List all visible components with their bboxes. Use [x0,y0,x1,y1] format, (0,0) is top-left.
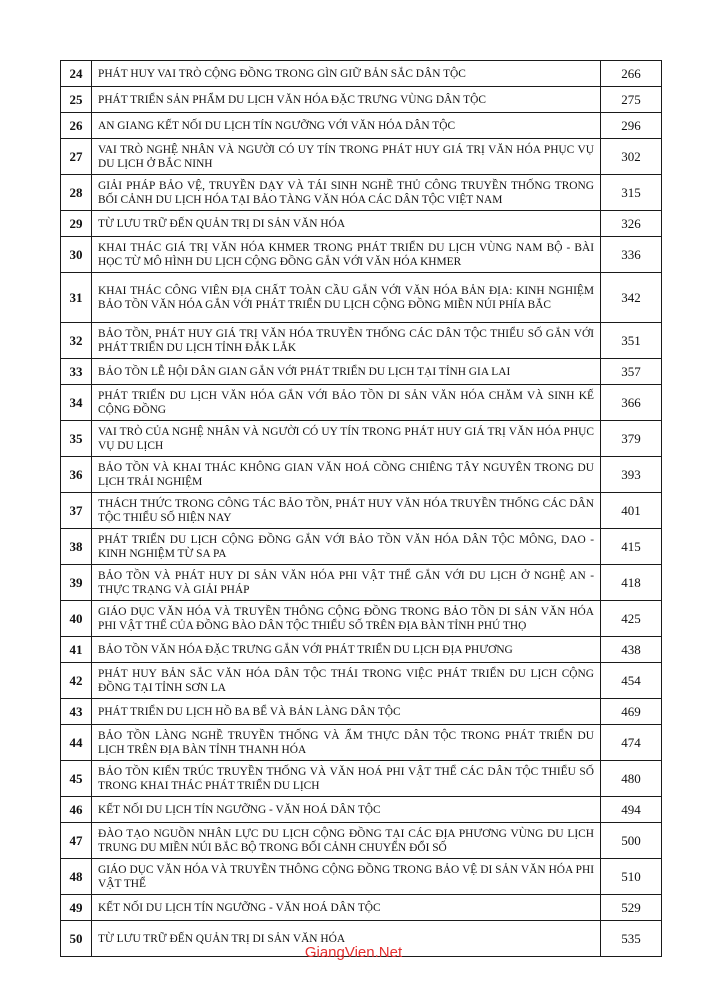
toc-row-page: 342 [601,273,662,323]
toc-row-page: 393 [601,457,662,493]
toc-row-number: 34 [61,385,92,421]
toc-row-number: 48 [61,859,92,895]
toc-row-title: TỪ LƯU TRỮ ĐẾN QUẢN TRỊ DI SẢN VĂN HÓA [92,921,601,957]
toc-row-number: 28 [61,175,92,211]
toc-row-title: BẢO TỒN LỄ HỘI DÂN GIAN GẮN VỚI PHÁT TRIỂN DU LỊCH TẠI TỈNH GIA LAI [92,359,601,385]
toc-row [61,175,662,211]
toc-row [61,457,662,493]
toc-row-title: PHÁT HUY BẢN SẮC VĂN HÓA DÂN TỘC THÁI TRONG VIỆC PHÁT TRIỂN DU LỊCH CỘNG ĐỒNG TẠI TỈNH SƠN LA [92,663,601,699]
toc-row-title: BẢO TỒN VÀ KHAI THÁC KHÔNG GIAN VĂN HOÁ CỒNG CHIÊNG TÂY NGUYÊN TRONG DU LỊCH TRẢI NGHIỆM [92,457,601,493]
toc-row-title: KẾT NỐI DU LỊCH TÍN NGƯỠNG - VĂN HOÁ DÂN TỘC [92,797,601,823]
toc-row [61,359,662,385]
toc-row [61,493,662,529]
toc-row-number: 38 [61,529,92,565]
toc-row-number: 45 [61,761,92,797]
toc-row-page: 469 [601,699,662,725]
toc-row-title: TỪ LƯU TRỮ ĐẾN QUẢN TRỊ DI SẢN VĂN HÓA [92,211,601,237]
toc-row-title: GIẢI PHÁP BẢO VỆ, TRUYỀN DẠY VÀ TÁI SINH NGHỀ THỦ CÔNG TRUYỀN THỐNG TRONG BỐI CẢNH DU LỊCH HÓA TẠI BẢO TÀNG VĂN HÓA CÁC DÂN TỘC VIỆT NAM [92,175,601,211]
toc-row-page: 357 [601,359,662,385]
toc-row-number: 47 [61,823,92,859]
toc-row-title: PHÁT TRIỂN DU LỊCH HỒ BA BỂ VÀ BẢN LÀNG DÂN TỘC [92,699,601,725]
toc-row-page: 454 [601,663,662,699]
watermark-text: GiangVien.Net [304,944,403,961]
toc-row-title: PHÁT TRIỂN DU LỊCH CỘNG ĐỒNG GẮN VỚI BẢO TỒN VĂN HÓA DÂN TỘC MÔNG, DAO - KINH NGHIỆM TỪ SA PA [92,529,601,565]
toc-row [61,725,662,761]
toc-row-page: 401 [601,493,662,529]
toc-row [61,823,662,859]
toc-row-title: KHAI THÁC CÔNG VIÊN ĐỊA CHẤT TOÀN CẦU GẮN VỚI VĂN HÓA BẢN ĐỊA: KINH NGHIỆM BẢO TỒN VĂN HÓA GẮN VỚI PHÁT TRIỂN DU LỊCH CỘNG ĐỒNG MIỀN NÚI PHÍA BẮC [92,273,601,323]
toc-row [61,61,662,87]
toc-row-title: PHÁT HUY VAI TRÒ CỘNG ĐỒNG TRONG GÌN GIỮ BẢN SẮC DÂN TỘC [92,61,601,87]
toc-row-page: 510 [601,859,662,895]
toc-table [60,60,662,957]
toc-row-title: VAI TRÒ NGHỆ NHÂN VÀ NGƯỜI CÓ UY TÍN TRONG PHÁT HUY GIÁ TRỊ VĂN HÓA PHỤC VỤ DU LỊCH Ở BẮC NINH [92,139,601,175]
toc-row [61,637,662,663]
toc-row-number: 36 [61,457,92,493]
toc-row-page: 494 [601,797,662,823]
toc-row-page: 366 [601,385,662,421]
toc-row-title: GIÁO DỤC VĂN HÓA VÀ TRUYỀN THÔNG CỘNG ĐỒNG TRONG BẢO VỆ DI SẢN VĂN HÓA PHI VẬT THỂ [92,859,601,895]
toc-row [61,87,662,113]
toc-row-number: 25 [61,87,92,113]
toc-row-page: 415 [601,529,662,565]
toc-row-number: 44 [61,725,92,761]
toc-row [61,565,662,601]
toc-row-number: 50 [61,921,92,957]
toc-row-number: 42 [61,663,92,699]
toc-row-number: 32 [61,323,92,359]
toc-row [61,663,662,699]
toc-row-title: KHAI THÁC GIÁ TRỊ VĂN HÓA KHMER TRONG PHÁT TRIỂN DU LỊCH VÙNG NAM BỘ - BÀI HỌC TỪ MÔ HÌNH DU LỊCH CỘNG ĐỒNG GẮN VỚI VĂN HÓA KHMER [92,237,601,273]
toc-row-title: BẢO TỒN VĂN HÓA ĐẶC TRƯNG GẮN VỚI PHÁT TRIỂN DU LỊCH ĐỊA PHƯƠNG [92,637,601,663]
toc-row-page: 275 [601,87,662,113]
toc-row-page: 379 [601,421,662,457]
toc-row [61,699,662,725]
toc-row-title: PHÁT TRIỂN SẢN PHẨM DU LỊCH VĂN HÓA ĐẶC TRƯNG VÙNG DÂN TỘC [92,87,601,113]
toc-row-number: 30 [61,237,92,273]
toc-row-title: BẢO TỒN VÀ PHÁT HUY DI SẢN VĂN HÓA PHI VẬT THỂ GẮN VỚI DU LỊCH Ở NGHỆ AN - THỰC TRẠNG VÀ GIẢI PHÁP [92,565,601,601]
toc-row-title: KẾT NỐI DU LỊCH TÍN NGƯỠNG - VĂN HOÁ DÂN TỘC [92,895,601,921]
toc-row-number: 49 [61,895,92,921]
toc-row-page: 425 [601,601,662,637]
toc-row-page: 474 [601,725,662,761]
toc-row-number: 24 [61,61,92,87]
toc-row-number: 46 [61,797,92,823]
toc-row-number: 41 [61,637,92,663]
toc-row-title: GIÁO DỤC VĂN HÓA VÀ TRUYỀN THÔNG CỘNG ĐỒNG TRONG BẢO TỒN DI SẢN VĂN HÓA PHI VẬT THỂ CỦA ĐỒNG BÀO DÂN TỘC THIỂU SỐ TRÊN ĐỊA BÀN TỈNH PHÚ THỌ [92,601,601,637]
toc-body [61,61,662,957]
toc-row [61,797,662,823]
toc-row-title: ĐÀO TẠO NGUỒN NHÂN LỰC DU LỊCH CỘNG ĐỒNG TẠI CÁC ĐỊA PHƯƠNG VÙNG DU LỊCH TRUNG DU MIỀN NÚI BẮC BỘ TRONG BỐI CẢNH CHUYỂN ĐỔI SỐ [92,823,601,859]
toc-row-number: 27 [61,139,92,175]
toc-row [61,421,662,457]
toc-row-number: 39 [61,565,92,601]
toc-row-page: 302 [601,139,662,175]
toc-row-page: 535 [601,921,662,957]
toc-row-page: 500 [601,823,662,859]
toc-row-page: 418 [601,565,662,601]
toc-row-title: PHÁT TRIỂN DU LỊCH VĂN HÓA GẮN VỚI BẢO TỒN DI SẢN VĂN HÓA CHĂM VÀ SINH KẾ CỘNG ĐỒNG [92,385,601,421]
toc-row-number: 37 [61,493,92,529]
toc-row [61,859,662,895]
toc-row [61,211,662,237]
toc-row-page: 351 [601,323,662,359]
toc-row-page: 326 [601,211,662,237]
toc-row [61,529,662,565]
toc-row-page: 438 [601,637,662,663]
toc-row-number: 31 [61,273,92,323]
toc-row-page: 266 [601,61,662,87]
toc-row-title: VAI TRÒ CỦA NGHỆ NHÂN VÀ NGƯỜI CÓ UY TÍN TRONG PHÁT HUY GIÁ TRỊ VĂN HÓA PHỤC VỤ DU LỊCH [92,421,601,457]
toc-row [61,895,662,921]
toc-row-title: AN GIANG KẾT NỐI DU LỊCH TÍN NGƯỠNG VỚI VĂN HÓA DÂN TỘC [92,113,601,139]
toc-row [61,601,662,637]
toc-row [61,323,662,359]
toc-row-number: 29 [61,211,92,237]
toc-row [61,237,662,273]
toc-row-page: 480 [601,761,662,797]
toc-row [61,139,662,175]
toc-row-page: 296 [601,113,662,139]
toc-row-number: 26 [61,113,92,139]
toc-row [61,273,662,323]
toc-row [61,113,662,139]
toc-row-page: 529 [601,895,662,921]
toc-row-number: 33 [61,359,92,385]
toc-row-title: BẢO TỒN LÀNG NGHỀ TRUYỀN THỐNG VÀ ẨM THỰC DÂN TỘC TRONG PHÁT TRIỂN DU LỊCH TRÊN ĐỊA BÀN TỈNH THANH HÓA [92,725,601,761]
toc-row-number: 43 [61,699,92,725]
toc-row [61,385,662,421]
toc-row-number: 35 [61,421,92,457]
toc-row-page: 315 [601,175,662,211]
toc-row-page: 336 [601,237,662,273]
toc-row-title: BẢO TỒN, PHÁT HUY GIÁ TRỊ VĂN HÓA TRUYỀN THỐNG CÁC DÂN TỘC THIỂU SỐ GẮN VỚI PHÁT TRIỂN DU LỊCH TỈNH ĐẮK LẮK [92,323,601,359]
toc-row [61,761,662,797]
toc-row-title: BẢO TỒN KIẾN TRÚC TRUYỀN THỐNG VÀ VĂN HOÁ PHI VẬT THỂ CÁC DÂN TỘC THIỂU SỐ TRONG KHAI THÁC PHÁT TRIỂN DU LỊCH [92,761,601,797]
toc-row-title: THÁCH THỨC TRONG CÔNG TÁC BẢO TỒN, PHÁT HUY VĂN HÓA TRUYỀN THỐNG CÁC DÂN TỘC THIỂU SỐ HIỆN NAY [92,493,601,529]
toc-row-number: 40 [61,601,92,637]
